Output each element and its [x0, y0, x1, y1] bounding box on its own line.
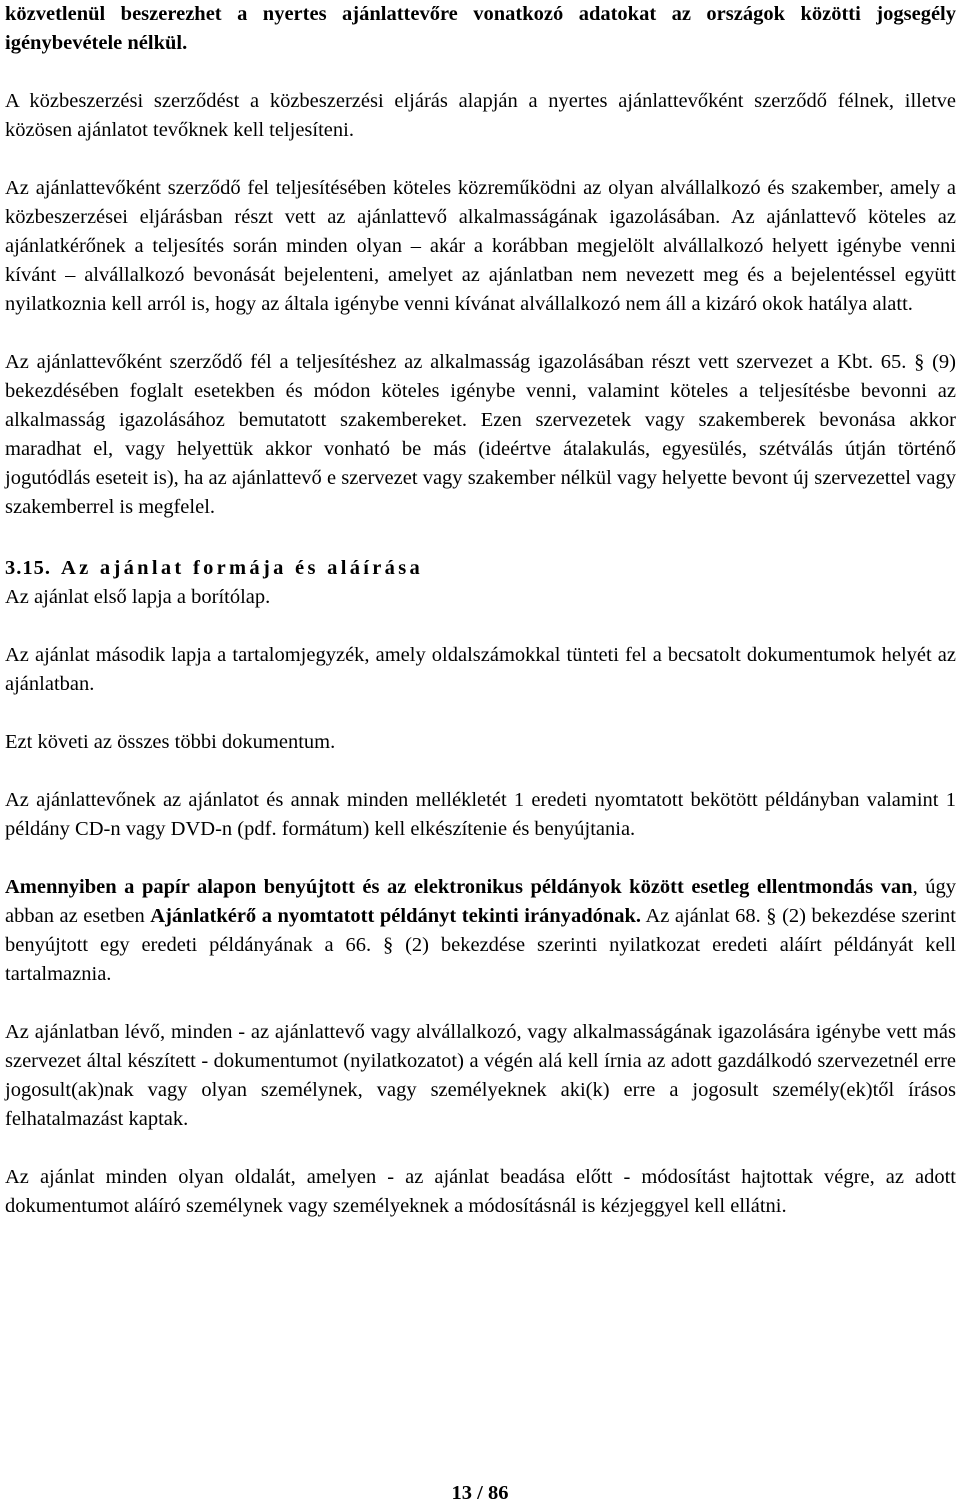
- signature-paragraph: Az ajánlatban lévő, minden - az ajánlattevő vagy alvállalkozó, vagy alkalmasságának igazolására igénybe vett más szervezet által készített - dokumentumot (nyilatkozatot) a végén alá kell írnia az adott gazdálkodó szervezetnél erre jogosult(ak)nak vagy olyan személynek, vagy személyeknek aki(k) erre a jogosult személy(ek)től írásos felhatalmazást kaptak.: [5, 1021, 956, 1130]
- initials-paragraph: Az ajánlat minden olyan oldalát, amelyen - az ajánlat beadása előtt - módosítást hajtottak végre, az adott dokumentumot aláíró személynek vagy személyeknek a módosításnál is kézjeggyel kell ellátni.: [5, 1166, 956, 1217]
- execution-paragraph: A közbeszerzési szerződést a közbeszerzési eljárás alapján a nyertes ajánlattevőként szerződő félnek, illetve közösen ajánlatot tevőknek kell teljesíteni.: [5, 90, 956, 141]
- conflict-text-2: Az ajánlat 68. § (2) bekezdése szerint benyújtott egy eredeti példányának a 66. § (2) bekezdése szerinti nyilatkozat eredeti aláírt példányát kell tartalmaznia.: [5, 905, 956, 985]
- copies-paragraph: Az ajánlattevőnek az ajánlatot és annak minden mellékletét 1 eredeti nyomtatott bekötött példányban valamint 1 példány CD-n vagy DVD-n (pdf. formátum) kell elkészítenie és benyújtania.: [5, 789, 956, 840]
- first-page-paragraph: Az ajánlat első lapja a borítólap.: [5, 586, 271, 608]
- section-heading: [5, 554, 956, 583]
- section-number: 3.15.: [5, 557, 51, 579]
- intro-bold-text: közvetlenül beszerezhet a nyertes ajánlattevőre vonatkozó adatokat az országok közötti jogsegély igénybevétele nélkül.: [5, 3, 956, 54]
- section-title: Az ajánlat formája és aláírása: [61, 557, 424, 579]
- conflict-paragraph: [5, 873, 956, 989]
- conflict-bold-1: Amennyiben a papír alapon benyújtott és az elektronikus példányok között esetleg ellentmondás van: [5, 876, 913, 898]
- subcontractor-paragraph: Az ajánlattevőként szerződő fel teljesítésében köteles közreműködni az olyan alvállalkozó és szakember, amely a közbeszerzései eljárásban részt vett az ajánlattevő alkalmasságának igazolásában. Az ajánlattevő köteles az ajánlatkérőnek a teljesítés során minden olyan – akár a korábban megjelölt alvállalkozó helyett igénybe venni kívánt – alvállalkozó bevonását bejelenteni, amelyet az ajánlatban nem nevezett meg és a bejelentéssel együtt nyilatkoznia kell arról is, hogy az általa igénybe venni kívánat alvállalkozó nem áll a kizáró okok hatálya alatt.: [5, 177, 956, 315]
- other-documents-paragraph: Ezt követi az összes többi dokumentum.: [5, 731, 336, 753]
- conflict-bold-2: Ajánlatkérő a nyomtatott példányt tekinti irányadónak.: [150, 905, 642, 927]
- conflict-text-1: , úgy abban az esetben: [5, 876, 956, 927]
- page-number: 13 / 86: [451, 1482, 509, 1504]
- intro-paragraph: [5, 0, 956, 58]
- second-page-paragraph: Az ajánlat második lapja a tartalomjegyzék, amely oldalszámokkal tünteti fel a becsatolt dokumentumok helyét az ajánlatban.: [5, 644, 956, 695]
- capacity-paragraph: Az ajánlattevőként szerződő fél a teljesítéshez az alkalmasság igazolásában részt vett szervezet a Kbt. 65. § (9) bekezdésében foglalt esetekben és módon köteles igénybe venni, valamint köteles a teljesítésbe bevonni az alkalmasság igazolásához bemutatott szakembereket. Ezen szervezetek vagy szakemberek bevonása akkor maradhat el, vagy helyettük akkor vonható be más (ideértve átalakulás, egyesülés, szétválás útján történő jogutódlás eseteit is), ha az ajánlattevő e szervezet vagy szakember nélkül vagy helyette bevont új szervezettel vagy szakemberrel is megfelel.: [5, 351, 956, 518]
